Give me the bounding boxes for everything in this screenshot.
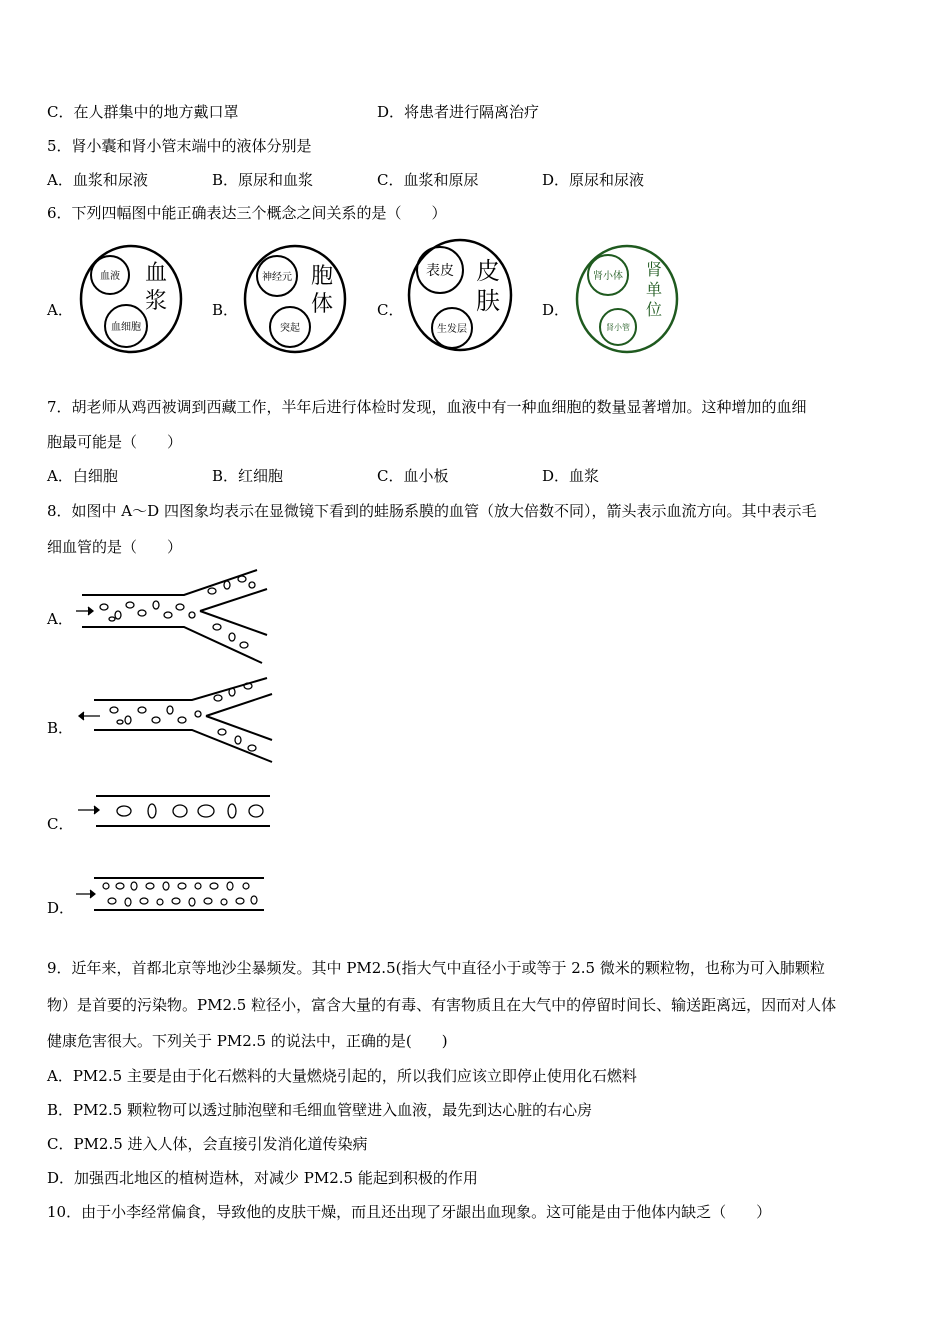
q8-figure-b [72,676,277,766]
q6-label-c: C． [377,301,404,319]
q6c-inner1: 表皮 [426,263,454,279]
q6-diagram-d [574,243,680,355]
q7-stem-line1: 7．胡老师从鸡西被调到西藏工作，半年后进行体检时发现，血液中有一种血细胞的数量显著增加。这种增加的血细 [47,398,807,416]
q6a-outer-2: 浆 [144,289,168,314]
q6-diagram-c [406,237,514,353]
q7-option-a: A．白细胞 [47,467,118,485]
q8-stem-line2: 细血管的是（ ） [47,538,183,556]
q8-figure-c [72,790,277,830]
q7-option-b: B．红细胞 [212,467,284,485]
q6a-inner1: 血液 [100,271,120,282]
q10-stem: 10．由于小李经常偏食，导致他的皮肤干燥，而且还出现了牙龈出血现象。这可能是由于他体内缺乏（ ） [47,1203,772,1221]
q7-option-c: C．血小板 [377,467,449,485]
q8-label-d: D． [47,899,75,917]
q6-label-d: D． [542,301,570,319]
q7-stem-line2: 胞最可能是（ ） [47,433,183,451]
q5-option-c: C．血浆和原尿 [377,171,479,189]
q6-diagram-b [242,243,348,355]
q9-option-a: A．PM2.5 主要是由于化石燃料的大量燃烧引起的，所以我们应该立即停止使用化石燃料 [47,1067,637,1085]
q8-label-b: B． [47,719,74,737]
q6d-inner1: 肾小体 [593,271,623,282]
q8-stem-line1: 8．如图中 A～D 四图象均表示在显微镜下看到的蛙肠系膜的血管（放大倍数不同），箭头表示血流方向。其中表示毛 [47,502,817,520]
q6b-inner2: 突起 [280,323,300,334]
q6d-outer-1: 肾 [645,260,663,279]
q6c-inner2: 生发层 [437,324,467,335]
q9-option-b: B．PM2.5 颗粒物可以透过肺泡壁和毛细血管壁进入血液，最先到达心脏的右心房 [47,1101,593,1119]
q5-stem: 5．肾小囊和肾小管末端中的液体分别是 [47,137,312,155]
q6d-outer-2: 单 [645,280,663,299]
q8-label-a: A． [47,610,73,628]
q9-option-c: C．PM2.5 进入人体，会直接引发消化道传染病 [47,1135,368,1153]
q6c-outer-2: 肤 [476,287,500,315]
q8-figure-a [72,565,272,665]
q6b-outer-1: 胞 [310,264,334,289]
q9-option-d: D．加强西北地区的植树造林，对减少 PM2.5 能起到积极的作用 [47,1169,478,1187]
q8-figure-d [72,872,277,916]
q6-diagram-a [78,243,184,355]
q4-option-c: C．在人群集中的地方戴口罩 [47,103,239,121]
q6a-outer-1: 血 [144,261,168,286]
q6b-outer-2: 体 [310,292,334,317]
q6-label-a: A． [47,301,73,319]
q5-option-a: A．血浆和尿液 [47,171,148,189]
q5-option-d: D．原尿和尿液 [542,171,645,189]
q6d-inner2: 肾小管 [606,323,630,332]
q4-option-d: D．将患者进行隔离治疗 [377,103,540,121]
q6c-outer-1: 皮 [476,257,500,285]
q9-stem-line3: 健康危害很大。下列关于 PM2.5 的说法中，正确的是( ) [47,1032,448,1050]
q7-option-d: D．血浆 [542,467,600,485]
q9-stem-line1: 9．近年来，首都北京等地沙尘暴频发。其中 PM2.5(指大气中直径小于或等于 2.5 微米的颗粒物，也称为可入肺颗粒 [47,959,825,977]
q6-label-b: B． [212,301,239,319]
q6d-outer-3: 位 [645,300,663,319]
q8-label-c: C． [47,815,74,833]
q6b-inner1: 神经元 [262,272,292,283]
q6a-inner2: 血细胞 [111,322,141,333]
q6-stem: 6．下列四幅图中能正确表达三个概念之间关系的是（ ） [47,204,447,222]
q5-option-b: B．原尿和血浆 [212,171,314,189]
q9-stem-line2: 物）是首要的污染物。PM2.5 粒径小，富含大量的有毒、有害物质且在大气中的停留时间长、输送距离远，因而对人体 [47,996,837,1014]
